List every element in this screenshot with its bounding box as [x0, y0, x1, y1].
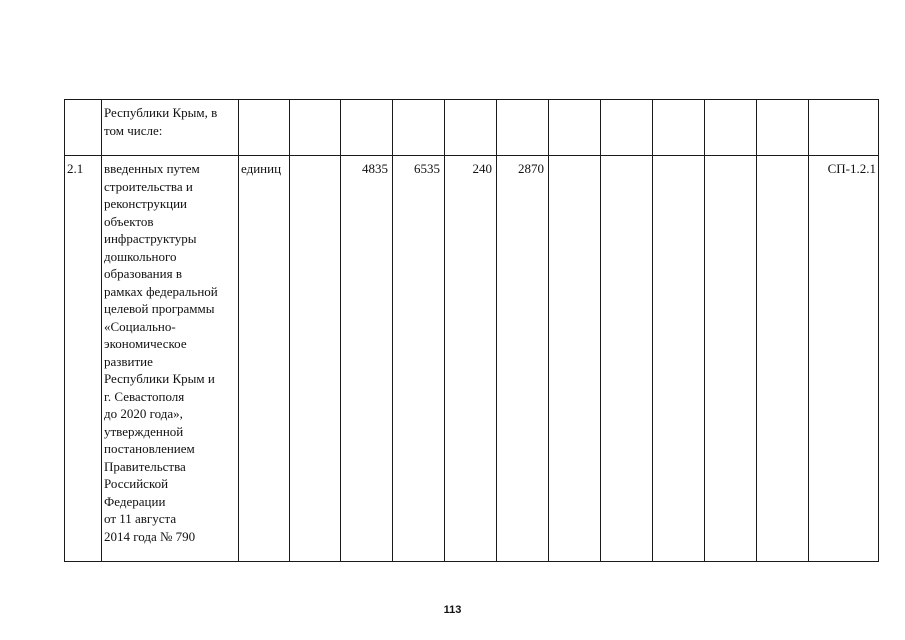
page-number: 113 — [443, 604, 462, 616]
description-line: целевой программы — [104, 301, 215, 316]
cell-empty — [757, 156, 809, 562]
description-line: Правительства — [104, 458, 186, 474]
description-line: развитие — [104, 353, 153, 369]
cell-value — [393, 156, 445, 562]
description-line: «Социально- — [104, 318, 176, 334]
cell-unit — [239, 100, 290, 156]
table-row-continued — [65, 100, 879, 156]
cell-value — [290, 100, 341, 156]
description-line: строительства и — [104, 178, 193, 194]
description-line: Республики Крым, в — [104, 105, 218, 120]
description-line: г. Севастополя — [104, 388, 185, 404]
description-line: рамках федеральной — [104, 283, 218, 299]
cell-value — [497, 100, 549, 156]
row-number: 2.1 — [67, 161, 84, 176]
value-1: 4835 — [362, 161, 388, 176]
cell-unit — [239, 156, 290, 562]
description-line: до 2020 года», — [104, 406, 183, 421]
description-line: Федерации — [104, 493, 166, 509]
description-line: Республики Крым и — [104, 371, 215, 386]
cell-empty — [601, 156, 653, 562]
cell-description — [102, 156, 239, 562]
cell-empty — [705, 156, 757, 562]
cell-empty — [549, 100, 601, 156]
description-line: реконструкции — [104, 196, 188, 211]
value-3: 240 — [472, 161, 492, 176]
description-line: от 11 августа — [104, 511, 177, 526]
description-line: дошкольного — [104, 248, 177, 264]
cell-empty — [653, 100, 705, 156]
cell-empty — [757, 100, 809, 156]
value-2: 6535 — [414, 161, 440, 176]
cell-value — [497, 156, 549, 562]
description-line: объектов — [104, 213, 154, 229]
cell-value — [341, 156, 393, 562]
cell-value — [341, 100, 393, 156]
description-line: инфраструктуры — [104, 231, 197, 246]
cell-empty — [653, 156, 705, 562]
description-line: 2014 года № 790 — [104, 528, 196, 544]
cell-number — [65, 100, 102, 156]
description-line: том числе: — [104, 122, 163, 138]
cell-value — [393, 100, 445, 156]
cell-empty — [705, 100, 757, 156]
description-line: экономическое — [104, 336, 187, 351]
cell-code — [809, 156, 879, 562]
description-line: введенных путем — [104, 161, 200, 176]
value-4: 2870 — [518, 161, 544, 176]
cell-value — [445, 100, 497, 156]
cell-value — [290, 156, 341, 562]
table-row-2-1 — [65, 156, 879, 562]
cell-empty — [549, 156, 601, 562]
cell-description — [102, 100, 239, 156]
description-line: постановлением — [104, 441, 195, 456]
description-line: образования в — [104, 266, 182, 281]
unit-label: единиц — [241, 161, 282, 176]
description-line: Российской — [104, 476, 169, 491]
cell-value — [445, 156, 497, 562]
program-code: СП-1.2.1 — [827, 161, 876, 176]
cell-code — [809, 100, 879, 156]
cell-number — [65, 156, 102, 562]
indicator-table — [64, 99, 879, 562]
cell-empty — [601, 100, 653, 156]
description-line: утвержденной — [104, 423, 184, 439]
